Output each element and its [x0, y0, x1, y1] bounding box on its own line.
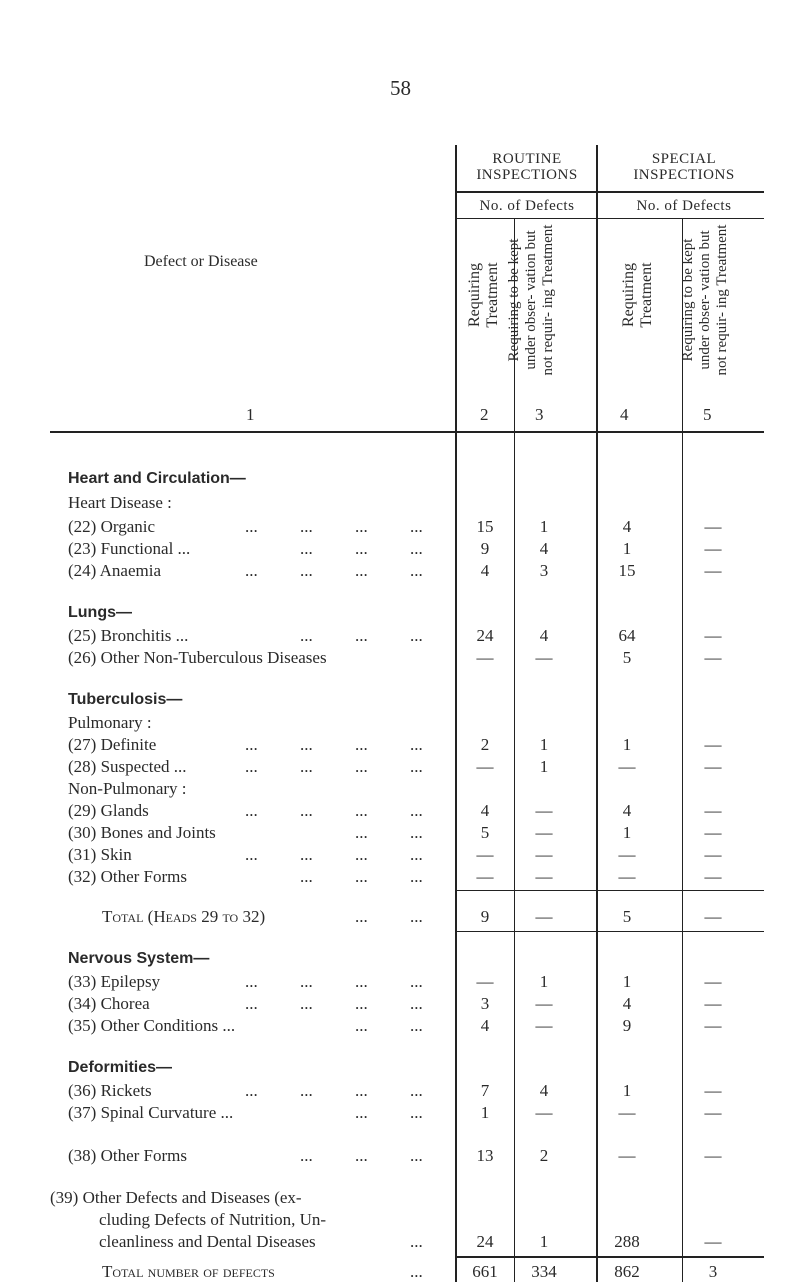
section-heart: Heart and Circulation— — [68, 470, 246, 487]
row-dots: ... — [245, 845, 258, 864]
cell-col2: 3 — [480, 994, 490, 1013]
row-dots: ... — [410, 867, 423, 886]
table-row — [0, 1146, 801, 1168]
row-dots: ... — [245, 972, 258, 991]
col-num-4: 4 — [620, 405, 629, 424]
cell-col4: 5 — [622, 648, 632, 667]
row-label: (32) Other Forms — [68, 867, 187, 886]
table-row — [0, 801, 801, 823]
cell-col4: 1 — [622, 972, 632, 991]
row-dots: ... — [300, 735, 313, 754]
cell-col4: 4 — [622, 517, 632, 536]
col3-header — [506, 220, 586, 380]
row-dots: ... — [300, 517, 313, 536]
cell-col3: — — [535, 867, 553, 886]
table-row — [0, 994, 801, 1016]
row-dots: ... — [355, 561, 368, 580]
row-label: Total (Heads 29 to 32) — [102, 907, 266, 926]
row-label: (28) Suspected ... — [68, 757, 187, 776]
cell-col5: — — [704, 845, 722, 864]
section-deformities: Deformities— — [68, 1059, 173, 1076]
row-label: (36) Rickets — [68, 1081, 152, 1100]
row-dots: ... — [355, 757, 368, 776]
cell-col3: 1 — [539, 1232, 549, 1251]
row-dots: ... — [410, 845, 423, 864]
table-row — [0, 561, 801, 583]
table-row — [0, 757, 801, 779]
row-dots: ... — [300, 561, 313, 580]
row-dots: ... — [300, 867, 313, 886]
cell-col4: 5 — [622, 907, 632, 926]
row-dots: ... — [355, 907, 368, 926]
col4-header — [620, 235, 660, 355]
cell-col5: — — [704, 1232, 722, 1251]
col4-header-label: Requiring Treatment — [620, 262, 655, 328]
cell-col2: 1 — [480, 1103, 490, 1122]
row-label: (30) Bones and Joints — [68, 823, 216, 842]
header-rule-1 — [455, 191, 764, 193]
cell-col2: 15 — [476, 517, 494, 536]
cell-col2: 13 — [476, 1146, 494, 1165]
row-dots: ... — [410, 561, 423, 580]
cell-col5: — — [704, 735, 722, 754]
cell-col4: 1 — [622, 1081, 632, 1100]
cell-col5: — — [704, 517, 722, 536]
cell-col2: 9 — [480, 907, 490, 926]
row-dots: ... — [300, 801, 313, 820]
row-label: (24) Anaemia — [68, 561, 161, 580]
row-label: (29) Glands — [68, 801, 149, 820]
row-dots: ... — [300, 626, 313, 645]
cell-col4: 64 — [618, 626, 636, 645]
row-dots: ... — [245, 517, 258, 536]
row-dots: ... — [300, 845, 313, 864]
col-num-5: 5 — [703, 405, 712, 424]
row-dots: ... — [410, 626, 423, 645]
row-dots: ... — [410, 735, 423, 754]
cell-col2: 9 — [480, 539, 490, 558]
row-label: (23) Functional ... — [68, 539, 191, 558]
row-dots: ... — [245, 1081, 258, 1100]
row-dots: ... — [410, 801, 423, 820]
cell-col5: — — [704, 1146, 722, 1165]
table-row — [0, 735, 801, 757]
cell-col2: 5 — [480, 823, 490, 842]
row-label: cleanliness and Dental Diseases — [99, 1232, 316, 1251]
row-dots: ... — [245, 801, 258, 820]
row-dots: ... — [355, 1081, 368, 1100]
row-dots: ... — [410, 823, 423, 842]
table-row — [0, 867, 801, 889]
cell-col3: — — [535, 994, 553, 1013]
cell-col2: 7 — [480, 1081, 490, 1100]
row-label: (26) Other Non-Tuberculous Diseases — [68, 648, 327, 667]
special-inspections-header — [600, 151, 768, 183]
cell-col3: 1 — [539, 757, 549, 776]
row-dots: ... — [410, 1081, 423, 1100]
routine-inspections-header — [458, 151, 596, 183]
cell-col2: — — [476, 648, 494, 667]
cell-col5: — — [704, 1016, 722, 1035]
cell-col3: 4 — [539, 1081, 549, 1100]
cell-col2: — — [476, 845, 494, 864]
col2-header — [466, 235, 506, 355]
row-label: (31) Skin — [68, 845, 132, 864]
row-dots: ... — [245, 561, 258, 580]
cell-col2: 24 — [476, 626, 494, 645]
col2-header-label: Requiring Treatment — [466, 262, 501, 328]
cell-col5: — — [704, 561, 722, 580]
subtotal-rule-top — [455, 890, 764, 891]
table-row — [0, 1081, 801, 1103]
row-label: (27) Definite — [68, 735, 157, 754]
row-label: Total number of defects — [102, 1262, 275, 1281]
table-row — [0, 517, 801, 539]
cell-col5: — — [704, 867, 722, 886]
tb-pulmonary-sub: Pulmonary : — [68, 713, 152, 732]
cell-col5: 3 — [708, 1262, 718, 1281]
row-label: (35) Other Conditions ... — [68, 1016, 236, 1035]
row-dots: ... — [355, 539, 368, 558]
cell-col5: — — [704, 1081, 722, 1100]
row-dots: ... — [300, 757, 313, 776]
row-dots: ... — [410, 1232, 423, 1251]
row-label: (25) Bronchitis ... — [68, 626, 189, 645]
row-dots: ... — [355, 972, 368, 991]
cell-col5: — — [704, 626, 722, 645]
routine-inspections-label: ROUTINE INSPECTIONS — [476, 151, 578, 183]
cell-col4: — — [618, 845, 636, 864]
cell-col5: — — [704, 907, 722, 926]
header-rule-2 — [455, 218, 764, 219]
row-dots: ... — [300, 539, 313, 558]
row-dots: ... — [410, 907, 423, 926]
col-num-2: 2 — [480, 405, 489, 424]
cell-col3: 334 — [531, 1262, 557, 1281]
table-row-grand-total — [0, 1262, 801, 1280]
row-39-label-line1: (39) Other Defects and Diseases (ex- — [50, 1188, 302, 1207]
cell-col4: — — [618, 1103, 636, 1122]
table-row — [0, 1016, 801, 1038]
table-row-subtotal — [0, 907, 801, 929]
cell-col5: — — [704, 823, 722, 842]
row-dots: ... — [410, 517, 423, 536]
col-num-1: 1 — [246, 405, 255, 424]
cell-col3: 1 — [539, 517, 549, 536]
cell-col4: — — [618, 757, 636, 776]
col5-header — [680, 220, 760, 380]
cell-col2: — — [476, 757, 494, 776]
row-dots: ... — [355, 1146, 368, 1165]
table-row — [0, 648, 801, 670]
row-dots: ... — [245, 735, 258, 754]
cell-col5: — — [704, 539, 722, 558]
row-dots: ... — [355, 1016, 368, 1035]
col5-header-label: Requiring to be kept under obser- vation but not requir- ing Treatment — [680, 224, 730, 376]
cell-col2: 4 — [480, 561, 490, 580]
row-dots: ... — [355, 994, 368, 1013]
row-dots: ... — [410, 994, 423, 1013]
row-dots: ... — [410, 1262, 423, 1281]
cell-col3: 4 — [539, 539, 549, 558]
cell-col2: — — [476, 972, 494, 991]
grand-total-rule — [455, 1256, 764, 1258]
row-dots: ... — [410, 539, 423, 558]
row-dots: ... — [355, 735, 368, 754]
cell-col3: 3 — [539, 561, 549, 580]
section-nervous-system: Nervous System— — [68, 950, 210, 967]
cell-col4: — — [618, 1146, 636, 1165]
row-dots: ... — [300, 1081, 313, 1100]
cell-col5: — — [704, 972, 722, 991]
cell-col3: — — [535, 1016, 553, 1035]
cell-col3: — — [535, 907, 553, 926]
row-39-label-line2: cluding Defects of Nutrition, Un- — [99, 1210, 327, 1229]
row-label: (33) Epilepsy — [68, 972, 161, 991]
cell-col5: — — [704, 1103, 722, 1122]
cell-col2: — — [476, 867, 494, 886]
table-row — [0, 1232, 801, 1254]
cell-col4: 9 — [622, 1016, 632, 1035]
cell-col3: 1 — [539, 735, 549, 754]
cell-col2: 2 — [480, 735, 490, 754]
row-dots: ... — [410, 972, 423, 991]
cell-col4: 15 — [618, 561, 636, 580]
cell-col4: 4 — [622, 801, 632, 820]
cell-col2: 661 — [472, 1262, 498, 1281]
cell-col5: — — [704, 648, 722, 667]
row-label: (34) Chorea — [68, 994, 150, 1013]
row-dots: ... — [355, 845, 368, 864]
cell-col2: 24 — [476, 1232, 494, 1251]
row-label: (22) Organic — [68, 517, 156, 536]
defect-or-disease-header: Defect or Disease — [144, 253, 258, 270]
row-dots: ... — [245, 757, 258, 776]
row-dots: ... — [355, 801, 368, 820]
row-dots: ... — [355, 867, 368, 886]
table-row — [0, 539, 801, 561]
page-number: 58 — [390, 76, 411, 100]
cell-col5: — — [704, 994, 722, 1013]
section-lungs: Lungs— — [68, 604, 132, 621]
table-row — [0, 972, 801, 994]
cell-col4: 4 — [622, 994, 632, 1013]
col3-header-label: Requiring to be kept under obser- vation but not requir- ing Treatment — [506, 224, 556, 376]
cell-col3: — — [535, 845, 553, 864]
header-rule-bottom — [50, 431, 764, 433]
special-inspections-label: SPECIAL INSPECTIONS — [633, 151, 735, 183]
cell-col3: 4 — [539, 626, 549, 645]
row-dots: ... — [300, 1146, 313, 1165]
heart-disease-sub: Heart Disease : — [68, 493, 172, 512]
row-dots: ... — [355, 823, 368, 842]
cell-col2: 4 — [480, 1016, 490, 1035]
row-dots: ... — [410, 1016, 423, 1035]
cell-col5: — — [704, 757, 722, 776]
row-dots: ... — [245, 994, 258, 1013]
row-dots: ... — [410, 757, 423, 776]
row-dots: ... — [355, 626, 368, 645]
cell-col4: 1 — [622, 539, 632, 558]
row-label: (37) Spinal Curvature ... — [68, 1103, 234, 1122]
col-num-3: 3 — [535, 405, 544, 424]
cell-col3: — — [535, 801, 553, 820]
cell-col3: — — [535, 648, 553, 667]
cell-col4: 1 — [622, 735, 632, 754]
cell-col4: 862 — [614, 1262, 640, 1281]
row-dots: ... — [410, 1103, 423, 1122]
table-row — [0, 845, 801, 867]
cell-col4: 1 — [622, 823, 632, 842]
cell-col5: — — [704, 801, 722, 820]
cell-col4: — — [618, 867, 636, 886]
cell-col2: 4 — [480, 801, 490, 820]
row-dots: ... — [300, 994, 313, 1013]
row-dots: ... — [300, 972, 313, 991]
cell-col3: 2 — [539, 1146, 549, 1165]
no-of-defects-special: No. of Defects — [636, 198, 732, 214]
cell-col3: — — [535, 1103, 553, 1122]
cell-col3: — — [535, 823, 553, 842]
cell-col3: 1 — [539, 972, 549, 991]
table-row — [0, 1103, 801, 1125]
subtotal-rule-bottom — [455, 931, 764, 932]
tb-nonpulmonary-sub: Non-Pulmonary : — [68, 779, 187, 798]
row-label: (38) Other Forms — [68, 1146, 187, 1165]
row-dots: ... — [355, 517, 368, 536]
section-tuberculosis: Tuberculosis— — [68, 691, 183, 708]
table-row — [0, 823, 801, 845]
table-row — [0, 626, 801, 648]
row-dots: ... — [410, 1146, 423, 1165]
cell-col4: 288 — [614, 1232, 640, 1251]
row-dots: ... — [355, 1103, 368, 1122]
no-of-defects-routine: No. of Defects — [479, 198, 575, 214]
